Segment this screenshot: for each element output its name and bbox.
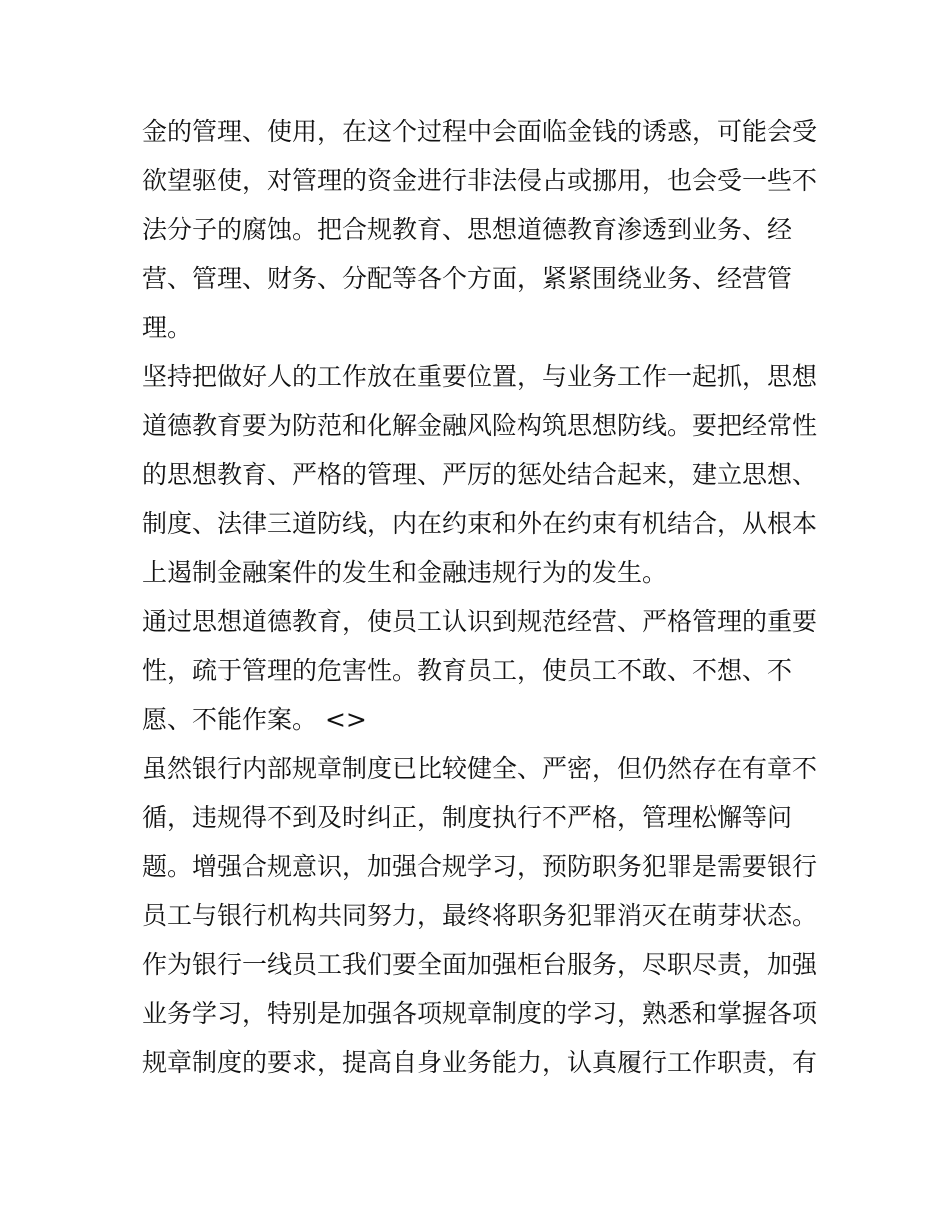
paragraph-1 bbox=[142, 107, 822, 352]
text-line: 性，疏于管理的危害性。教育员工，使员工不敢、不想、不 bbox=[142, 656, 793, 685]
paragraph-4 bbox=[142, 744, 822, 940]
text-line: 作为银行一线员工我们要全面加强柜台服务，尽职尽责，加强 bbox=[142, 950, 818, 979]
text-line: 上遏制金融案件的发生和金融违规行为的发生。 bbox=[142, 558, 668, 587]
text-line: 员工与银行机构共同努力，最终将职务犯罪消灭在萌芽状态。 bbox=[142, 901, 818, 930]
text-line: 理。 bbox=[142, 313, 193, 342]
paragraph-3 bbox=[142, 597, 822, 744]
text-line: 业务学习，特别是加强各项规章制度的学习，熟悉和掌握各项 bbox=[142, 999, 818, 1028]
text-line: 循，违规得不到及时纠正，制度执行不严格，管理松懈等问 bbox=[142, 803, 793, 832]
text-line: 规章制度的要求，提高自身业务能力，认真履行工作职责，有 bbox=[142, 1048, 818, 1077]
text-line: 坚持把做好人的工作放在重要位置，与业务工作一起抓，思想 bbox=[142, 362, 818, 391]
text-line: 题。增强合规意识，加强合规学习，预防职务犯罪是需要银行 bbox=[142, 852, 818, 881]
text-line: 通过思想道德教育，使员工认识到规范经营、严格管理的重要 bbox=[142, 607, 818, 636]
text-line: 法分子的腐蚀。把合规教育、思想道德教育渗透到业务、经 bbox=[142, 215, 793, 244]
text-line: 制度、法律三道防线，内在约束和外在约束有机结合，从根本 bbox=[142, 509, 818, 538]
text-line: 道德教育要为防范和化解金融风险构筑思想防线。要把经常性 bbox=[142, 411, 818, 440]
paragraph-5 bbox=[142, 940, 822, 1087]
body-text bbox=[142, 107, 822, 1087]
text-line: 愿、不能作案。 <> bbox=[142, 705, 367, 734]
text-line: 金的管理、使用，在这个过程中会面临金钱的诱惑，可能会受 bbox=[142, 117, 818, 146]
text-line: 欲望驱使，对管理的资金进行非法侵占或挪用，也会受一些不 bbox=[142, 166, 818, 195]
text-line: 的思想教育、严格的管理、严厉的惩处结合起来，建立思想、 bbox=[142, 460, 818, 489]
text-line: 虽然银行内部规章制度已比较健全、严密，但仍然存在有章不 bbox=[142, 754, 818, 783]
paragraph-2 bbox=[142, 352, 822, 597]
text-line: 营、管理、财务、分配等各个方面，紧紧围绕业务、经营管 bbox=[142, 264, 793, 293]
